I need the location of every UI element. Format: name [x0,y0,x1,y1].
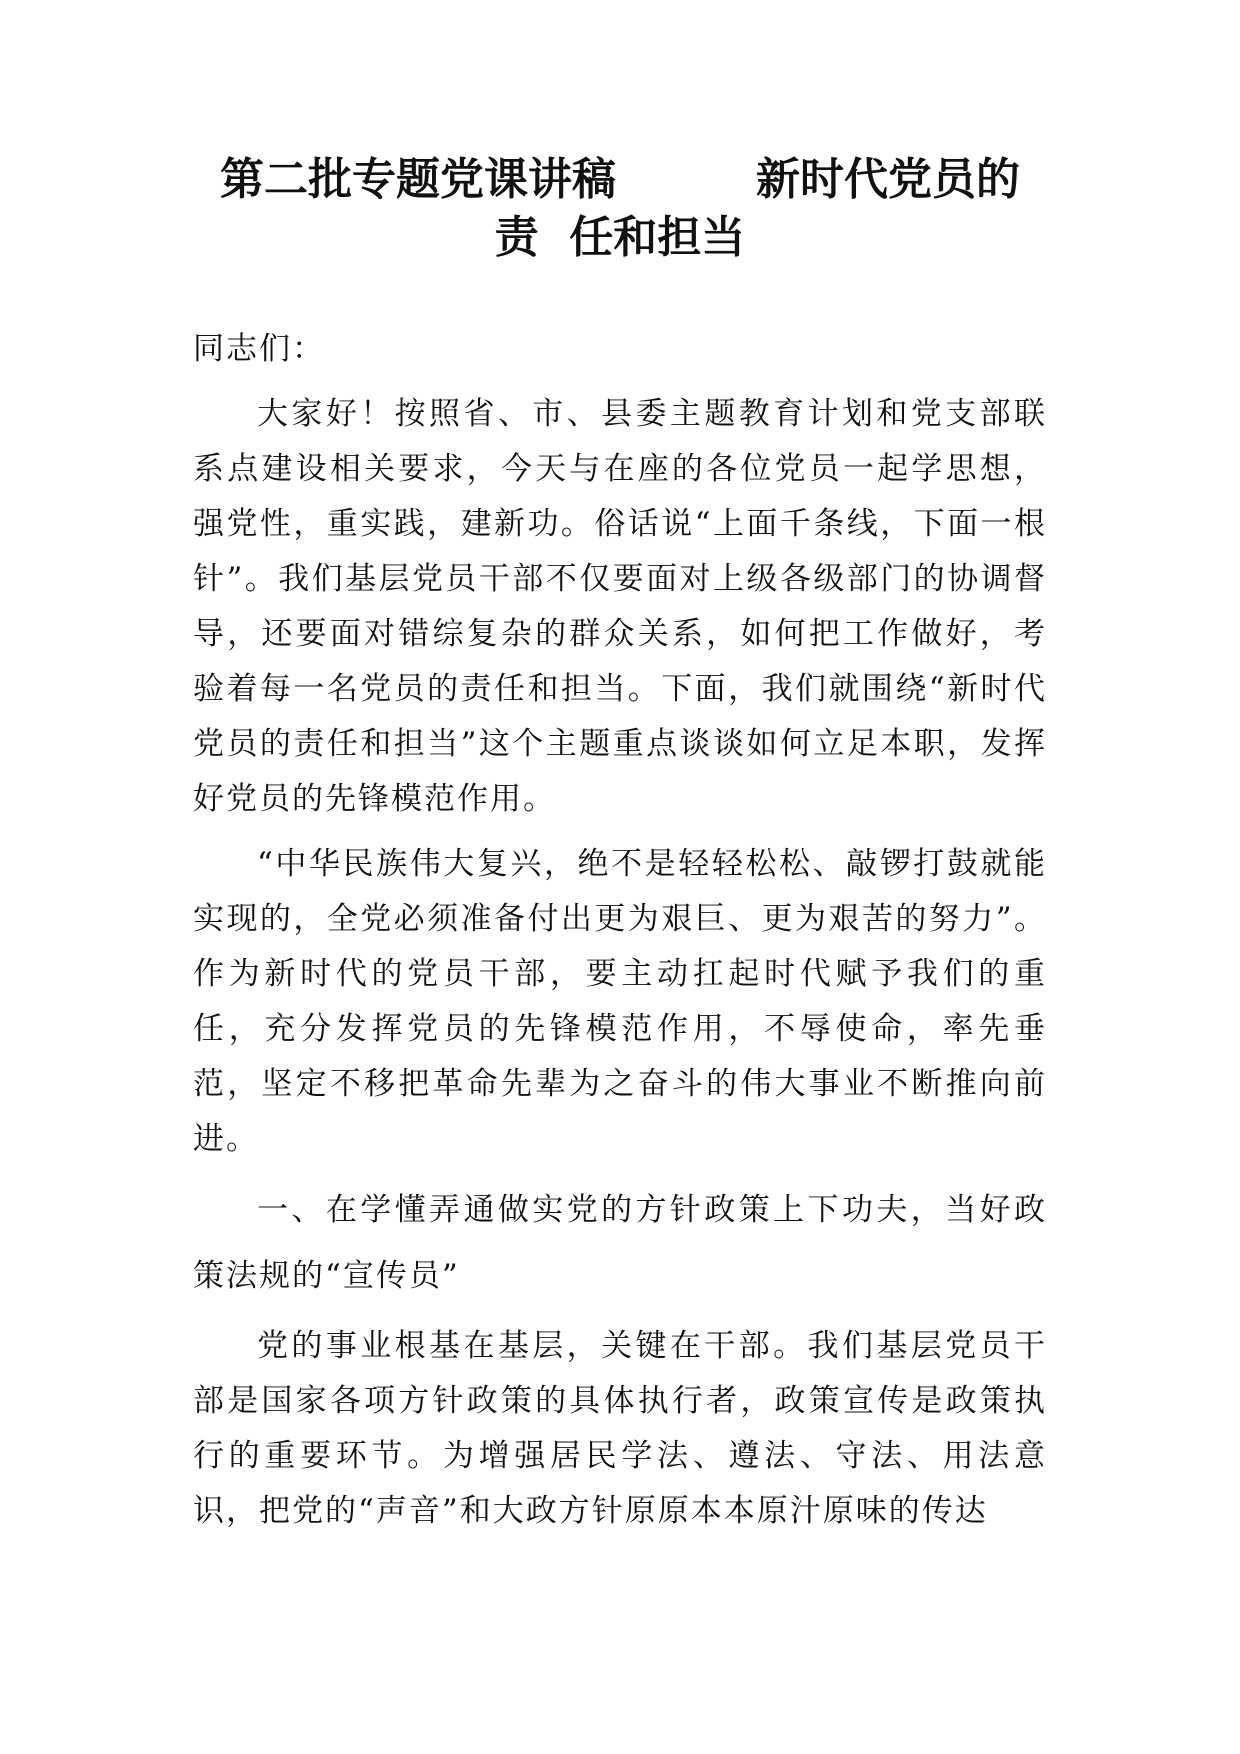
title-part-right: 新时代党员的 [756,154,1020,205]
title-part-left: 第二批专题党课讲稿 [220,154,616,205]
section-heading: 一、在学懂弄通做实党的方针政策上下功夫，当好政策法规的“宣传员” [193,1192,1047,1294]
document-title-line-2: 责 任和担当 [494,212,746,263]
document-title-line-1 [150,152,1090,208]
paragraph-quote: “中华民族伟大复兴，绝不是轻轻松松、敲锣打鼓就能实现的，全党必须准备付出更为艰巨、更为艰苦的努力”。作为新时代的党员干部，要主动扛起时代赋予我们的重任，充分发挥党员的先锋模范作用，不辱使命，率先垂范，坚定不移把革命先辈为之奋斗的伟大事业不断推向前进。 [193,846,1047,1157]
paragraph-intro: 大家好！按照省、市、县委主题教育计划和党支部联系点建设相关要求，今天与在座的各位党员一起学思想，强党性，重实践，建新功。俗话说“上面千条线，下面一根针”。我们基层党员干部不仅要面对上级各级部门的协调督导，还要面对错综复杂的群众关系，如何把工作做好，考验着每一名党员的责任和担当。下面，我们就围绕“新时代党员的责任和担当”这个主题重点谈谈如何立足本职，发挥好党员的先锋模范作用。 [193,396,1047,817]
document-body [193,322,1047,1549]
salutation: 同志们： [193,331,325,367]
section-paragraph: 党的事业根基在基层，关键在干部。我们基层党员干部是国家各项方针政策的具体执行者，政策宣传是政策执行的重要环节。为增强居民学法、遵法、守法、用法意识，把党的“声音”和大政方针原原本本原汁原味的传达 [193,1328,1047,1529]
